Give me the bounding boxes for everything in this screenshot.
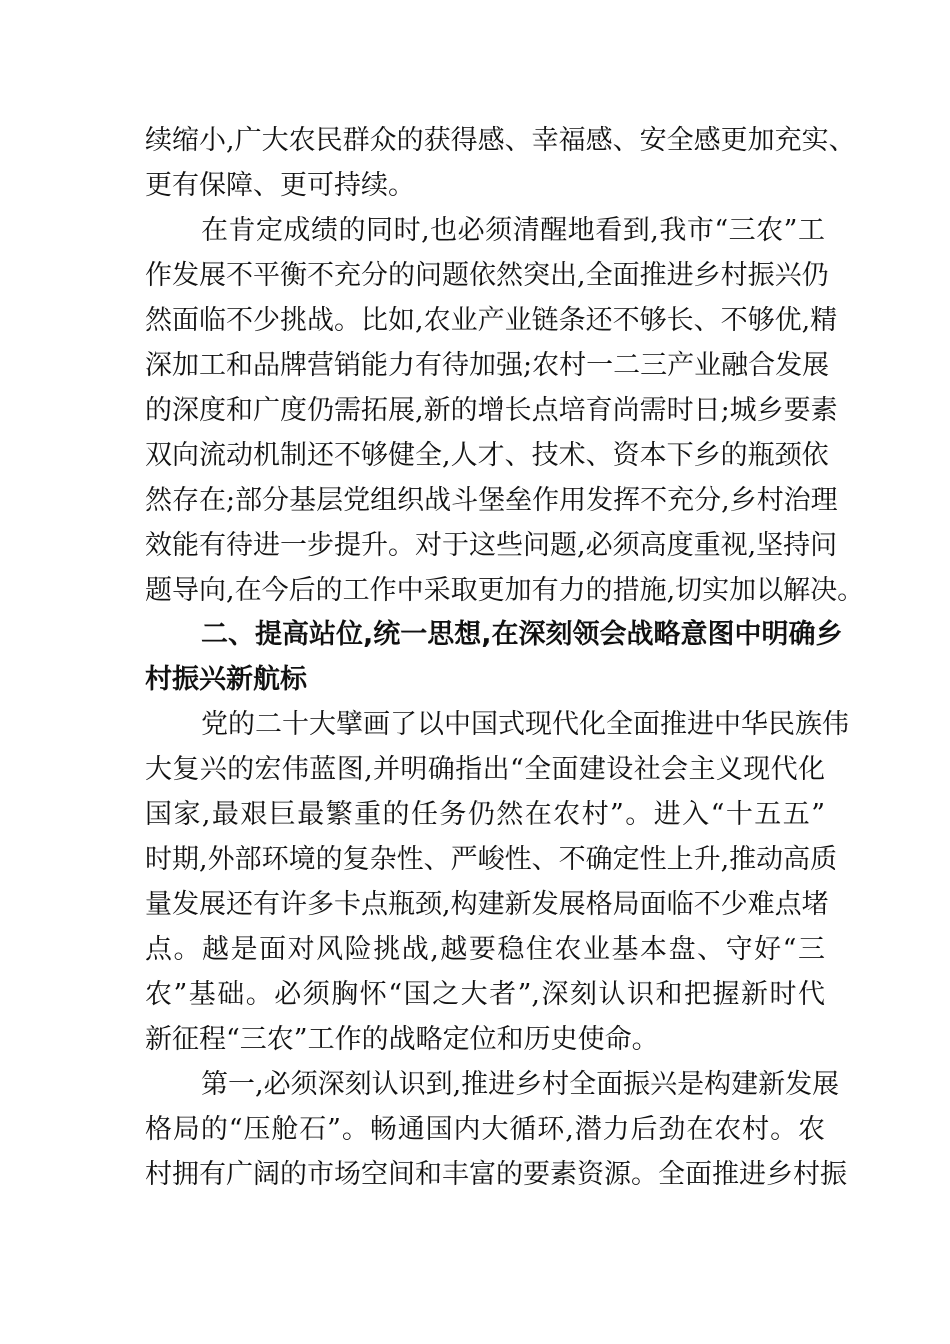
section-heading: 二、提高站位,统一思想,在深刻领会战略意图中明确乡 <box>201 619 843 650</box>
text-line: 新征程“三农”工作的战略定位和历史使命。 <box>145 1024 659 1055</box>
text-line: 党的二十大擘画了以中国式现代化全面推进中华民族伟 <box>201 709 849 740</box>
text-line: 题导向,在今后的工作中采取更加有力的措施,切实加以解决。 <box>145 575 865 606</box>
text-line: 作发展不平衡不充分的问题依然突出,全面推进乡村振兴仍 <box>145 260 829 291</box>
text-line: 的深度和广度仍需拓展,新的增长点培育尚需时日;城乡要素 <box>145 395 838 426</box>
text-line: 国家,最艰巨最繁重的任务仍然在农村”。进入“十五五” <box>145 799 825 830</box>
text-line: 深加工和品牌营销能力有待加强;农村一二三产业融合发展 <box>145 350 830 381</box>
text-line: 格局的“压舱石”。畅通国内大循环,潜力后劲在农村。农 <box>145 1114 825 1145</box>
text-line: 农”基础。必须胸怀“国之大者”,深刻认识和把握新时代 <box>145 979 825 1010</box>
text-line: 在肯定成绩的同时,也必须清醒地看到,我市“三农”工 <box>201 215 825 246</box>
text-line: 效能有待进一步提升。对于这些问题,必须高度重视,坚持问 <box>145 530 838 561</box>
text-line: 大复兴的宏伟蓝图,并明确指出“全面建设社会主义现代化 <box>145 754 825 785</box>
text-line: 然面临不少挑战。比如,农业产业链条还不够长、不够优,精 <box>145 305 838 336</box>
text-line: 更有保障、更可持续。 <box>145 170 415 201</box>
text-line: 双向流动机制还不够健全,人才、技术、资本下乡的瓶颈依 <box>145 440 829 471</box>
text-line: 第一,必须深刻认识到,推进乡村全面振兴是构建新发展 <box>201 1069 840 1100</box>
text-line: 然存在;部分基层党组织战斗堡垒作用发挥不充分,乡村治理 <box>145 485 838 516</box>
section-heading: 村振兴新航标 <box>145 664 307 695</box>
text-line: 量发展还有许多卡点瓶颈,构建新发展格局面临不少难点堵 <box>145 889 829 920</box>
text-line: 点。越是面对风险挑战,越要稳住农业基本盘、守好“三 <box>145 934 825 965</box>
text-line: 续缩小,广大农民群众的获得感、幸福感、安全感更加充实、 <box>145 125 856 156</box>
text-line: 村拥有广阔的市场空间和丰富的要素资源。全面推进乡村振 <box>145 1159 847 1190</box>
text-line: 时期,外部环境的复杂性、严峻性、不确定性上升,推动高质 <box>145 844 838 875</box>
